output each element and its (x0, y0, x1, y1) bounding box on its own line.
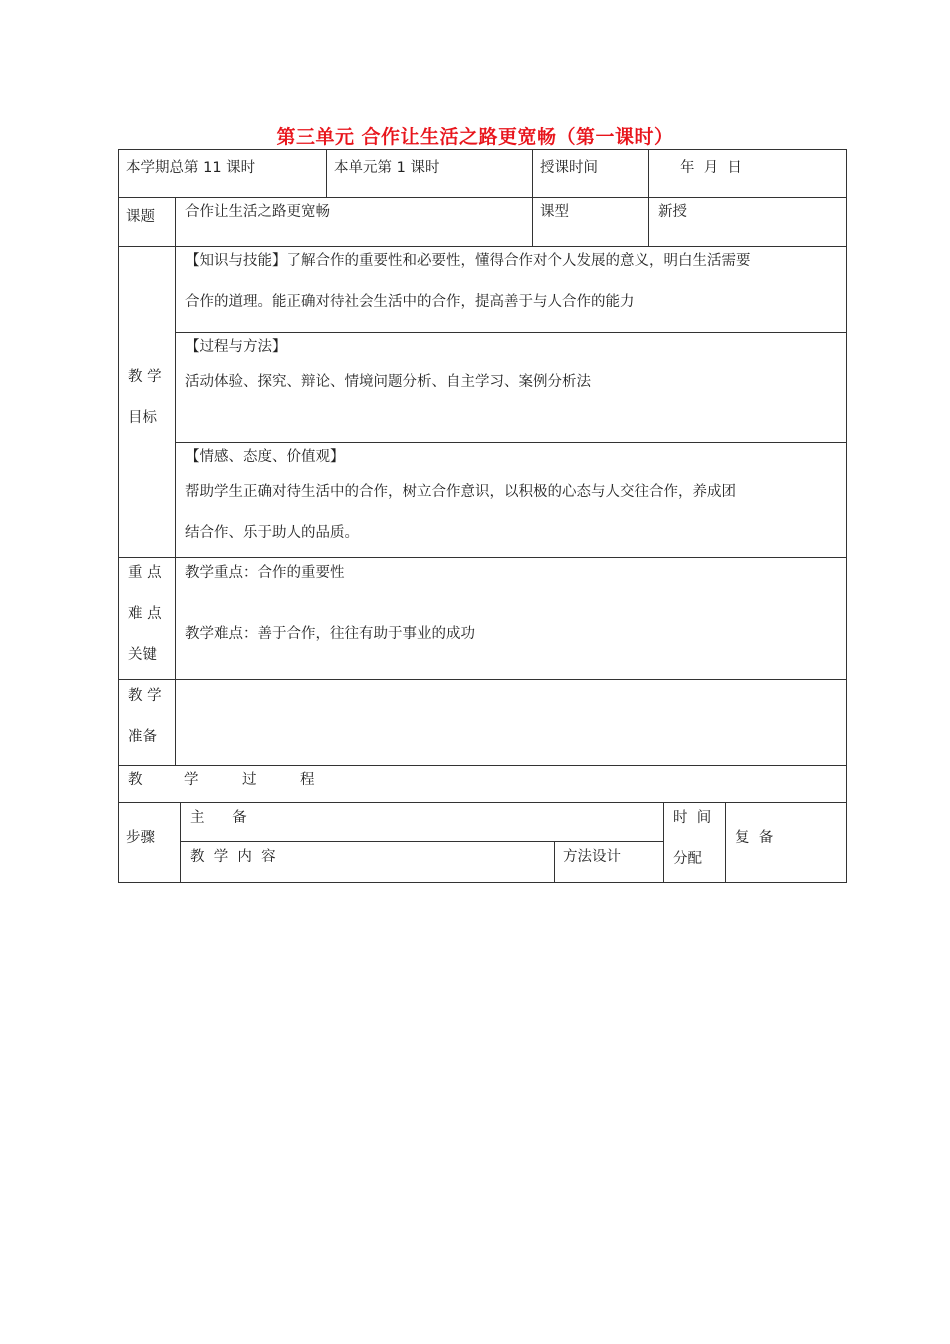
key-points-label: 重 点 (128, 565, 162, 581)
key-points-label: 难 点 (128, 606, 162, 622)
teaching-difficulty-text: 教学难点：善于合作，往往有助于事业的成功 (185, 626, 475, 642)
lesson-type-value: 新授 (658, 204, 687, 220)
objectives-label: 目标 (128, 410, 157, 426)
row-divider (175, 332, 847, 333)
process-header-char: 学 (184, 772, 199, 788)
process-header-char: 过 (242, 772, 257, 788)
teaching-time-label: 授课时间 (540, 160, 598, 176)
col-divider (175, 197, 176, 246)
emotion-values-text: 结合作、乐于助人的品质。 (185, 525, 359, 541)
row-divider (118, 557, 847, 558)
teaching-content-label: 教 学 内 容 (190, 849, 276, 865)
table-border-top (118, 149, 847, 150)
row-divider (118, 679, 847, 680)
emotion-values-text: 帮助学生正确对待生活中的合作，树立合作意识，以积极的心态与人交往合作，养成团 (185, 484, 736, 500)
col-divider (648, 197, 649, 246)
method-design-label: 方法设计 (563, 849, 621, 865)
knowledge-skills-text: 【知识与技能】了解合作的重要性和必要性，懂得合作对个人发展的意义，明白生活需要 (185, 253, 751, 269)
teaching-date-field: 年 月 日 (680, 160, 742, 176)
key-points-label: 关键 (128, 647, 157, 663)
topic-value: 合作让生活之路更宽畅 (185, 204, 330, 220)
col-divider (554, 841, 555, 882)
table-border-left (118, 149, 119, 883)
preparation-label: 准备 (128, 729, 157, 745)
review-prep-label: 复 备 (735, 830, 774, 846)
topic-label: 课题 (126, 209, 155, 225)
col-divider (326, 149, 327, 197)
row-divider (118, 802, 847, 803)
row-divider (118, 197, 847, 198)
col-divider (532, 197, 533, 246)
emotion-values-heading: 【情感、态度、价值观】 (185, 449, 345, 465)
time-allocation-label: 时 间 (673, 810, 712, 826)
preparation-label: 教 学 (128, 688, 162, 704)
col-divider (180, 802, 181, 882)
process-header-char: 程 (300, 772, 315, 788)
col-divider (532, 149, 533, 197)
objectives-label: 教 学 (128, 369, 162, 385)
time-allocation-label: 分配 (673, 851, 702, 867)
table-border-bottom (118, 882, 847, 883)
page-title: 第三单元 合作让生活之路更宽畅（第一课时） (276, 126, 674, 148)
table-border-right (846, 149, 847, 883)
row-divider (118, 246, 847, 247)
process-header-char: 教 (128, 772, 143, 788)
knowledge-skills-text: 合作的道理。能正确对待社会生活中的合作，提高善于与人合作的能力 (185, 294, 635, 310)
process-method-text: 活动体验、探究、辩论、情境问题分析、自主学习、案例分析法 (185, 374, 591, 390)
row-divider (180, 841, 663, 842)
steps-label: 步骤 (126, 830, 155, 846)
total-lesson-cell: 本学期总第 11 课时 (126, 160, 256, 176)
teaching-focus-text: 教学重点：合作的重要性 (185, 565, 345, 581)
col-divider (663, 802, 664, 882)
row-divider (175, 442, 847, 443)
process-method-heading: 【过程与方法】 (185, 339, 287, 355)
lesson-type-label: 课型 (540, 204, 569, 220)
row-divider (118, 765, 847, 766)
col-divider (725, 802, 726, 882)
main-prep-label: 主 备 (190, 810, 247, 826)
col-divider (648, 149, 649, 197)
unit-lesson-cell: 本单元第 1 课时 (334, 160, 440, 176)
col-divider (175, 246, 176, 765)
